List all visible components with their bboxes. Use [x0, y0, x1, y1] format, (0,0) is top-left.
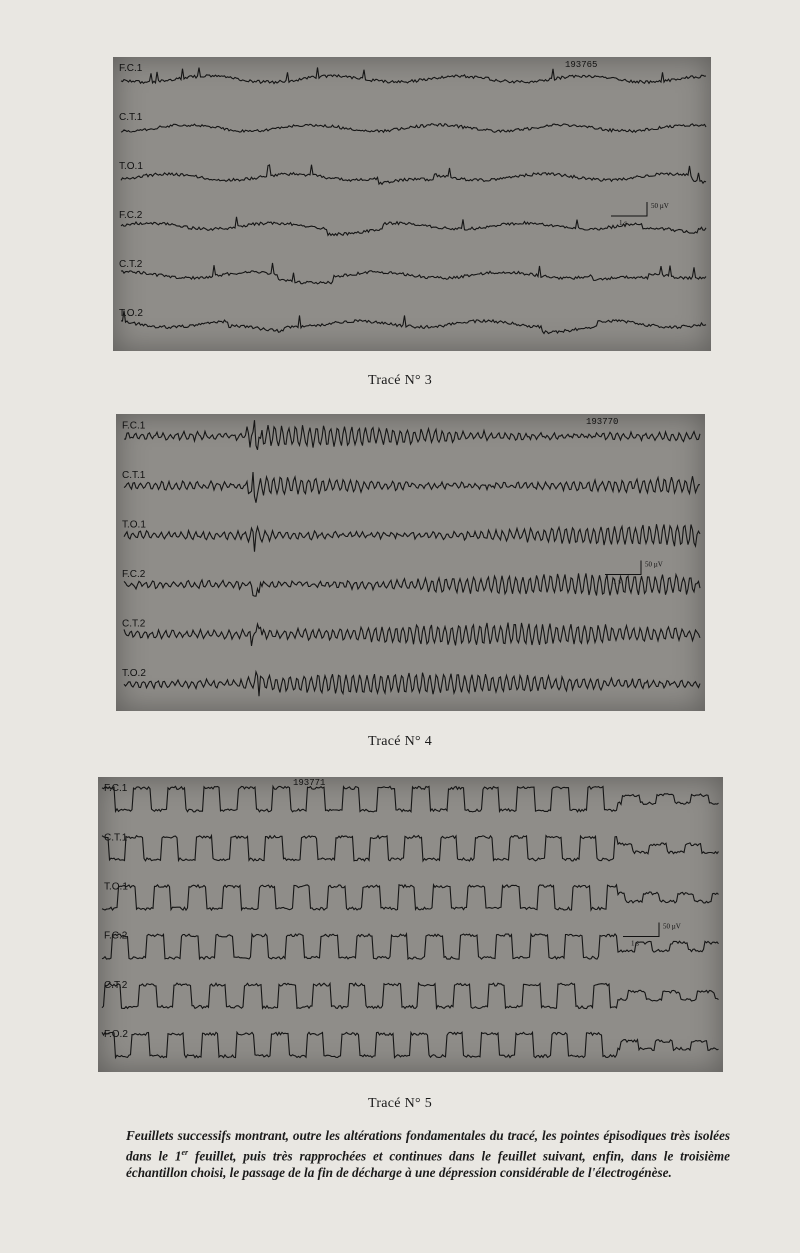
channel-label-2: C.T.1 [119, 112, 143, 124]
eeg-channel-trace-3 [124, 524, 700, 552]
calibration-time: 1 s [619, 219, 627, 227]
channel-label-1: F.C.1 [104, 783, 128, 795]
channel-label-2: C.T.1 [104, 832, 128, 844]
eeg-tracing-5 [98, 777, 723, 1072]
tracing-4-ref-number: 193770 [586, 417, 619, 427]
calibration-mark [623, 923, 659, 937]
eeg-tracing-4 [116, 414, 705, 711]
description-part-1: Feuillets successifs montrant, outre les altérations fondamentales du tracé, les pointes épisodiques très isolées dans le 1 [126, 1128, 730, 1164]
calibration-time: 1 s [631, 939, 639, 948]
calibration-mark [611, 202, 647, 216]
calibration-voltage: 50 µV [651, 202, 669, 210]
description-superscript: er [181, 1148, 189, 1157]
eeg-tracing-3 [113, 57, 711, 351]
channel-label-4: F.C.2 [119, 210, 143, 222]
channel-label-3: T.O.1 [119, 161, 143, 173]
eeg-channel-trace-5 [121, 263, 706, 284]
channel-label-3: T.O.1 [122, 519, 146, 531]
eeg-channel-trace-1 [121, 68, 706, 84]
channel-label-4: F.C.2 [122, 568, 146, 580]
eeg-channel-trace-5 [102, 983, 719, 1008]
channel-label-5: C.T.2 [122, 618, 146, 630]
tracing-3-ref-number: 193765 [565, 60, 598, 70]
eeg-tracing-3-svg [113, 57, 711, 351]
channel-label-2: C.T.1 [122, 469, 146, 481]
caption-tracing-5: Tracé N° 5 [367, 1096, 433, 1111]
calibration-time: 1 s [613, 577, 621, 586]
eeg-channel-trace-3 [121, 165, 706, 185]
eeg-tracing-4-svg [116, 414, 705, 711]
channel-label-6: T.O.2 [122, 667, 146, 679]
channel-label-6: F.O.2 [104, 1028, 128, 1040]
description-part-2: feuillet, puis très rapprochées et continues dans le feuillet suivant, enfin, dans le troisième échantillon choisi, le passage de la fin de décharge à une dépression considérable de l'électrogénèse. [126, 1148, 730, 1181]
channel-label-3: T.O.1 [104, 881, 128, 893]
calibration-voltage: 50 µV [645, 560, 663, 569]
eeg-channel-trace-1 [102, 786, 719, 811]
eeg-channel-trace-2 [102, 836, 719, 861]
calibration-mark [605, 561, 641, 575]
eeg-channel-trace-5 [124, 623, 700, 646]
eeg-channel-trace-6 [102, 1032, 719, 1057]
channel-label-5: C.T.2 [104, 979, 128, 991]
channel-label-6: T.O.2 [119, 308, 143, 320]
tracing-5-ref-number: 193771 [293, 778, 326, 788]
eeg-channel-trace-2 [121, 124, 706, 133]
eeg-channel-trace-4 [102, 934, 719, 959]
eeg-channel-trace-2 [122, 469, 700, 503]
calibration-voltage: 50 µV [663, 922, 681, 931]
channel-label-4: F.C.2 [104, 930, 128, 942]
eeg-channel-trace-3 [102, 885, 719, 910]
caption-tracing-4: Tracé N° 4 [367, 734, 433, 749]
caption-tracing-3: Tracé N° 3 [367, 373, 433, 388]
channel-label-1: F.C.1 [119, 63, 143, 75]
figure-description [126, 1127, 730, 1181]
channel-label-5: C.T.2 [119, 259, 143, 271]
eeg-channel-trace-6 [121, 311, 706, 334]
eeg-tracing-5-svg [98, 777, 723, 1072]
channel-label-1: F.C.1 [122, 420, 146, 432]
eeg-channel-trace-6 [124, 672, 700, 696]
